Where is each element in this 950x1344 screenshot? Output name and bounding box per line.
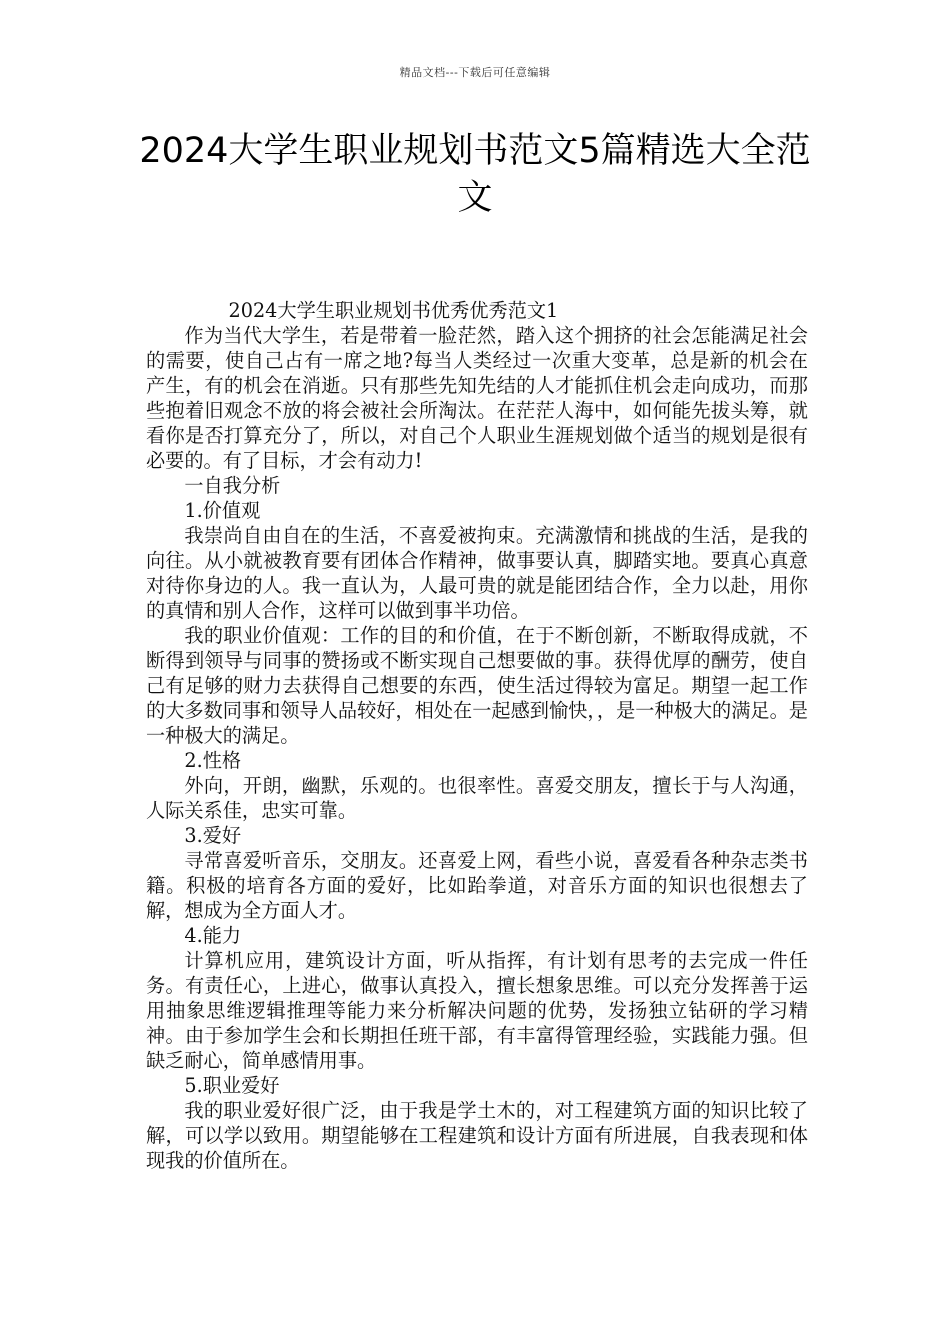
- body-paragraph: 寻常喜爱听音乐，交朋友。还喜爱上网，看些小说，喜爱看各种杂志类书籍。积极的培育各方面的爱好，比如跆拳道，对音乐方面的知识也很想去了解，想成为全方面人才。: [146, 849, 808, 922]
- document-title: 2024大学生职业规划书范文5篇精选大全范文: [139, 131, 811, 218]
- document-body: [146, 298, 808, 1173]
- body-paragraph: 外向，开朗，幽默，乐观的。也很率性。喜爱交朋友，擅长于与人沟通，人际关系佳，忠实可靠。: [146, 774, 808, 822]
- body-paragraph: 我崇尚自由自在的生活，不喜爱被拘束。充满激情和挑战的生活，是我的向往。从小就被教育要有团体合作精神，做事要认真，脚踏实地。要真心真意对待你身边的人。我一直认为，人最可贵的就是能团结合作，全力以赴，用你的真情和别人合作，这样可以做到事半功倍。: [146, 524, 808, 622]
- body-paragraph: 计算机应用，建筑设计方面，听从指挥，有计划有思考的去完成一件任务。有责任心，上进心，做事认真投入，擅长想象思维。可以充分发挥善于运用抽象思维逻辑推理等能力来分析解决问题的优势，发扬独立钻研的学习精神。由于参加学生会和长期担任班干部，有丰富得管理经验，实践能力强。但缺乏耐心，简单感情用事。: [146, 949, 808, 1072]
- item-heading: 3.爱好: [184, 824, 242, 847]
- body-paragraph: 作为当代大学生，若是带着一脸茫然，踏入这个拥挤的社会怎能满足社会的需要，使自己占有一席之地?每当人类经过一次重大变革，总是新的机会在产生，有的机会在消逝。只有那些先知先结的人才能抓住机会走向成功，而那些抱着旧观念不放的将会被社会所淘汰。在茫茫人海中，如何能先拔头筹，就看你是否打算充分了，所以，对自己个人职业生涯规划做个适当的规划是很有必要的。有了目标，才会有动力!: [146, 324, 808, 472]
- item-heading: 1.价值观: [184, 499, 261, 522]
- item-heading: 2.性格: [184, 749, 242, 772]
- header-note: 精品文档---下载后可任意编辑: [399, 66, 551, 79]
- subsection-heading: 一自我分析: [184, 474, 281, 497]
- item-heading: 5.职业爱好: [184, 1074, 280, 1097]
- section-heading: 2024大学生职业规划书优秀优秀范文1: [228, 299, 559, 322]
- body-paragraph: 我的职业爱好很广泛，由于我是学土木的，对工程建筑方面的知识比较了解，可以学以致用。期望能够在工程建筑和设计方面有所进展，自我表现和体现我的价值所在。: [146, 1099, 808, 1172]
- item-heading: 4.能力: [184, 924, 242, 947]
- body-paragraph: 我的职业价值观：工作的目的和价值，在于不断创新，不断取得成就，不断得到领导与同事的赞扬或不断实现自己想要做的事。获得优厚的酬劳，使自己有足够的财力去获得自己想要的东西，使生活过得较为富足。期望一起工作的大多数同事和领导人品较好，相处在一起感到愉快，，是一种极大的满足。是一种极大的满足。: [146, 624, 808, 747]
